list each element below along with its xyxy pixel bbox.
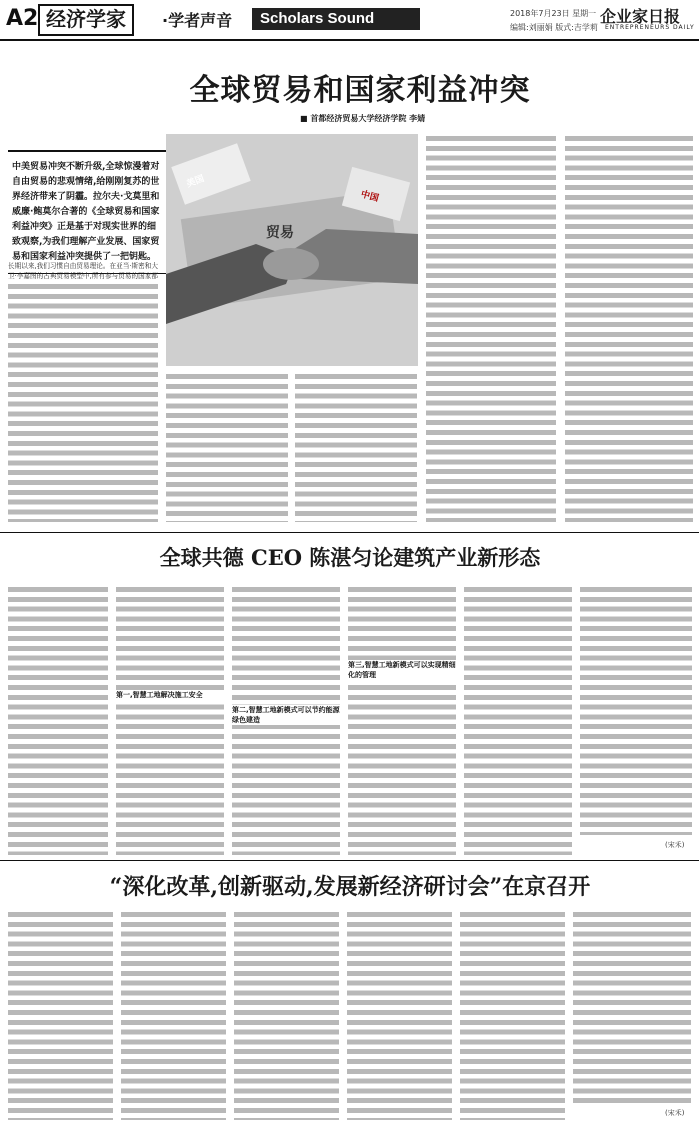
article2-subhead-2: 第二,智慧工地新模式可以节约能源绿色建造: [232, 706, 340, 724]
article2-column-5: [464, 585, 572, 855]
article3-column-4: [347, 910, 452, 1120]
section-divider-2: [0, 860, 699, 861]
article2-subhead-1: 第一,智慧工地解决施工安全: [116, 690, 224, 700]
image-tag-us: 美国: [185, 174, 206, 190]
masthead-rule: [0, 39, 699, 41]
article1-column-1: [8, 282, 158, 522]
section-logo: 经济学家: [38, 4, 134, 36]
article2-column-4: [348, 585, 456, 855]
article1-intro: 长期以来,我们习惯自由贸易理论。在亚当·斯密和大卫·李嘉图的古典贸易模型中,所有参与贸易的国家都: [8, 262, 158, 280]
article1-column-4: [426, 134, 556, 522]
article1-lede: 中美贸易冲突不断升级,全球惊漫着对自由贸易的悲观情绪,给刚刚复苏的世界经济带来了阴霾。拉尔夫·戈莫里和威廉·鲍莫尔合著的《全球贸易和国家利益冲突》正是基于对现实世界的细致观察,为我们理解产业发展、国家贸易和国家利益冲突提供了一把钥匙。: [8, 150, 166, 274]
article3-headline: “深化改革,创新驱动,发展新经济研讨会”在京召开: [109, 874, 591, 900]
page-number: A2: [6, 6, 39, 31]
article2-column-1: [8, 585, 108, 855]
issue-editors: 编辑:刘丽娟 版式:吉学莉: [510, 23, 598, 32]
article2-subhead-3: 第三,智慧工地新模式可以实现精细化的管理: [348, 661, 456, 679]
article1-byline: ■ 首都经济贸易大学经济学院 李婧: [300, 114, 426, 123]
newspaper-brand: 企业家日报: [600, 7, 681, 26]
article2-column-2: [116, 585, 224, 855]
article3-column-3: [234, 910, 339, 1120]
article2-headline: 全球共德 CEO 陈湛匀论建筑产业新形态: [159, 545, 541, 570]
article3-column-1: [8, 910, 113, 1120]
newspaper-brand-en: ENTREPRENEURS DAILY: [605, 24, 695, 31]
handshake-illustration: [166, 134, 418, 366]
article3-author: (宋禾): [665, 1109, 685, 1117]
image-tag-cn: 中国: [359, 189, 380, 205]
masthead: [0, 0, 699, 40]
article1-column-5: [565, 134, 693, 522]
article3-column-2: [121, 910, 226, 1120]
article2-column-6: [580, 585, 692, 835]
image-tag-trade: 贸易: [266, 225, 294, 241]
article1-column-2: [166, 372, 288, 522]
article1-headline: 全球贸易和国家利益冲突: [189, 73, 531, 108]
article3-column-6: [573, 910, 691, 1105]
section-name: ·学者声音: [162, 11, 233, 30]
article3-column-5: [460, 910, 565, 1120]
article1-column-3: [295, 372, 417, 522]
section-name-en: Scholars Sound: [252, 8, 420, 30]
issue-date: 2018年7月23日 星期一: [510, 9, 597, 18]
article2-author: (宋禾): [665, 841, 685, 849]
article1-illustration: [166, 134, 418, 366]
section-divider-1: [0, 532, 699, 533]
